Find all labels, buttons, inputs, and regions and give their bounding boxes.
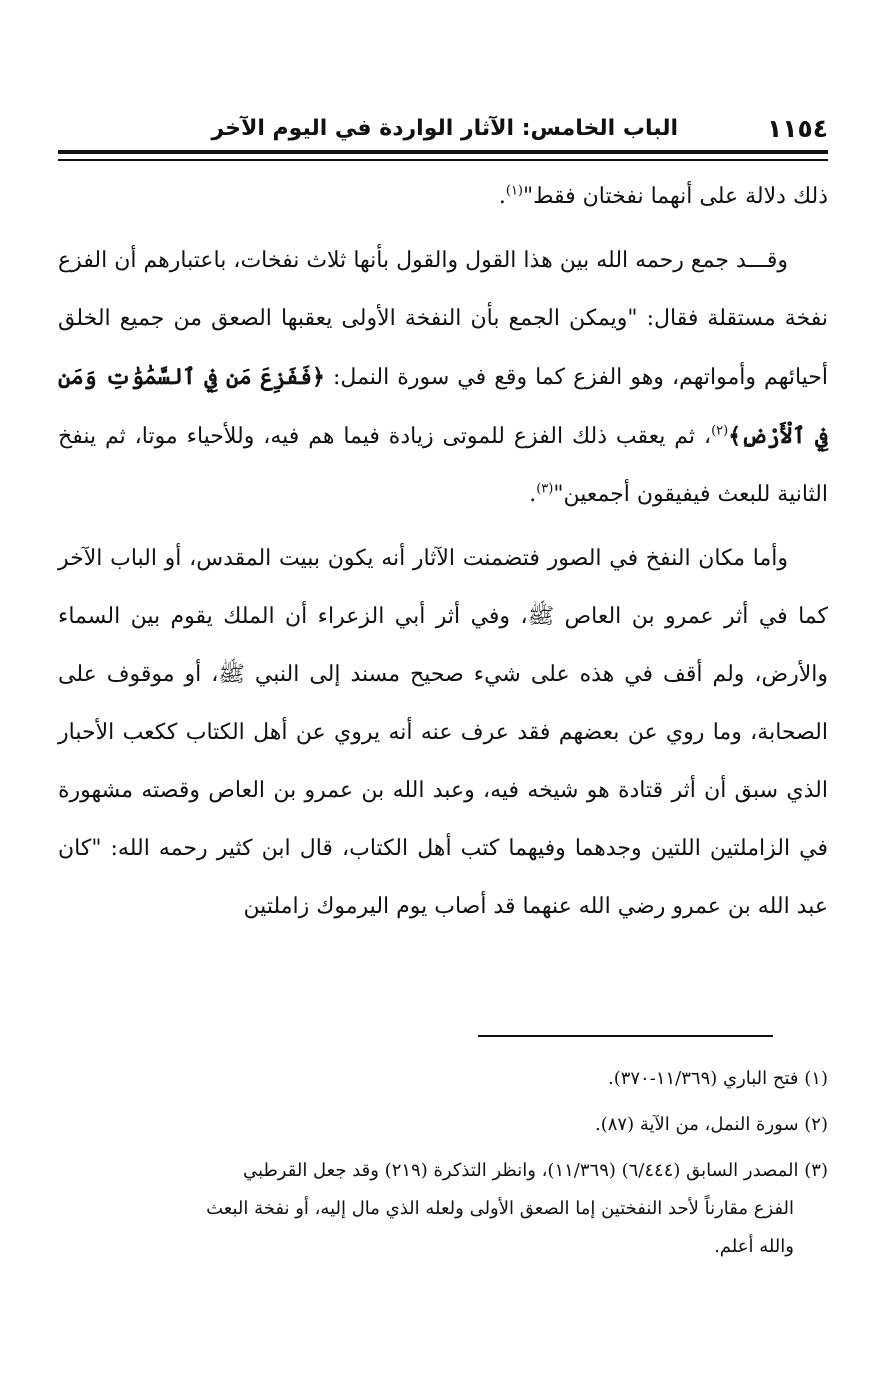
footnote-separator [478,1035,773,1037]
paragraph-1-text: ذلك دلالة على أنهما نفختان فقط" [523,184,828,209]
page-number: ١١٥٤ [766,114,828,143]
footnote-3-continuation [58,1190,828,1266]
footnote-3-line-3: والله أعلم. [714,1236,794,1257]
paragraph-2 [58,232,828,524]
footnotes [58,1060,828,1266]
chapter-title: الباب الخامس: الآثار الواردة في اليوم الآخر [211,116,678,141]
paragraph-2-text-a: وقـــد جمع رحمه الله بين هذا القول والقول بأنها ثلاث نفخات، باعتبارهم أن الفزع نفخة مستقلة فقال: "ويمكن الجمع بأن النفخة الأولى يعقبها الصعق من جميع الخلق أحيائهم وأمواتهم، وهو الفزع كما وقع في سورة النمل: [58,248,829,390]
header-rule-thin [58,159,828,161]
quran-verse: ﴿فَفَزِعَ مَن فِي ٱلسَّمَٰوَٰتِ وَمَن فِي ٱلْأَرْضِ﴾ [58,364,828,449]
paragraph-1-end: . [498,184,506,209]
running-header [58,112,828,152]
footnote-1: (١) فتح الباري (١١/٣٦٩-٣٧٠). [607,1068,828,1089]
paragraph-2-end: . [529,482,537,507]
footnote-3-line-2: الفزع مقارناً لأحد النفختين إما الصعق الأولى ولعله الذي مال إليه، أو نفخة البعث [206,1198,794,1219]
paragraph-1 [58,168,828,226]
footnote-ref-1: (١) [505,183,523,199]
paragraph-2-text-b: ، ثم يعقب ذلك الفزع للموتى زيادة فيما هم فيه، وللأحياء موتا، ثم ينفخ الثانية للبعث فيفيقون أجمعين" [58,424,828,507]
main-text [58,168,828,936]
footnote-ref-3: (٣) [536,481,554,497]
paragraph-3: وأما مكان النفخ في الصور فتضمنت الآثار أنه يكون ببيت المقدس، أو الباب الآخر كما في أثر عمرو بن العاص ﷺ، وفي أثر أبي الزعراء أن الملك يقوم بين السماء والأرض، ولم أقف في هذه على شيء صحيح مسند إلى النبي ﷺ، أو موقوف على الصحابة، وما روي عن بعضهم فقد عرف عنه أنه يروي عن أهل الكتاب ككعب الأحبار الذي سبق أن أثر قتادة هو شيخه فيه، وعبد الله بن عمرو بن العاص وقصته مشهورة في الزاملتين اللتين وجدهما وفيهما كتب أهل الكتاب، قال ابن كثير رحمه الله: "كان عبد الله بن عمرو رضي الله عنهما قد أصاب يوم اليرموك زاملتين [58,546,828,919]
footnote-3: (٣) المصدر السابق (٦/٤٤٤) (١١/٣٦٩)، وانظر التذكرة (٢١٩) وقد جعل القرطبي [243,1160,828,1181]
footnote-ref-2: (٢) [711,423,729,439]
footnote-2: (٢) سورة النمل، من الآية (٨٧). [595,1114,828,1135]
header-rule-thick [58,150,828,154]
